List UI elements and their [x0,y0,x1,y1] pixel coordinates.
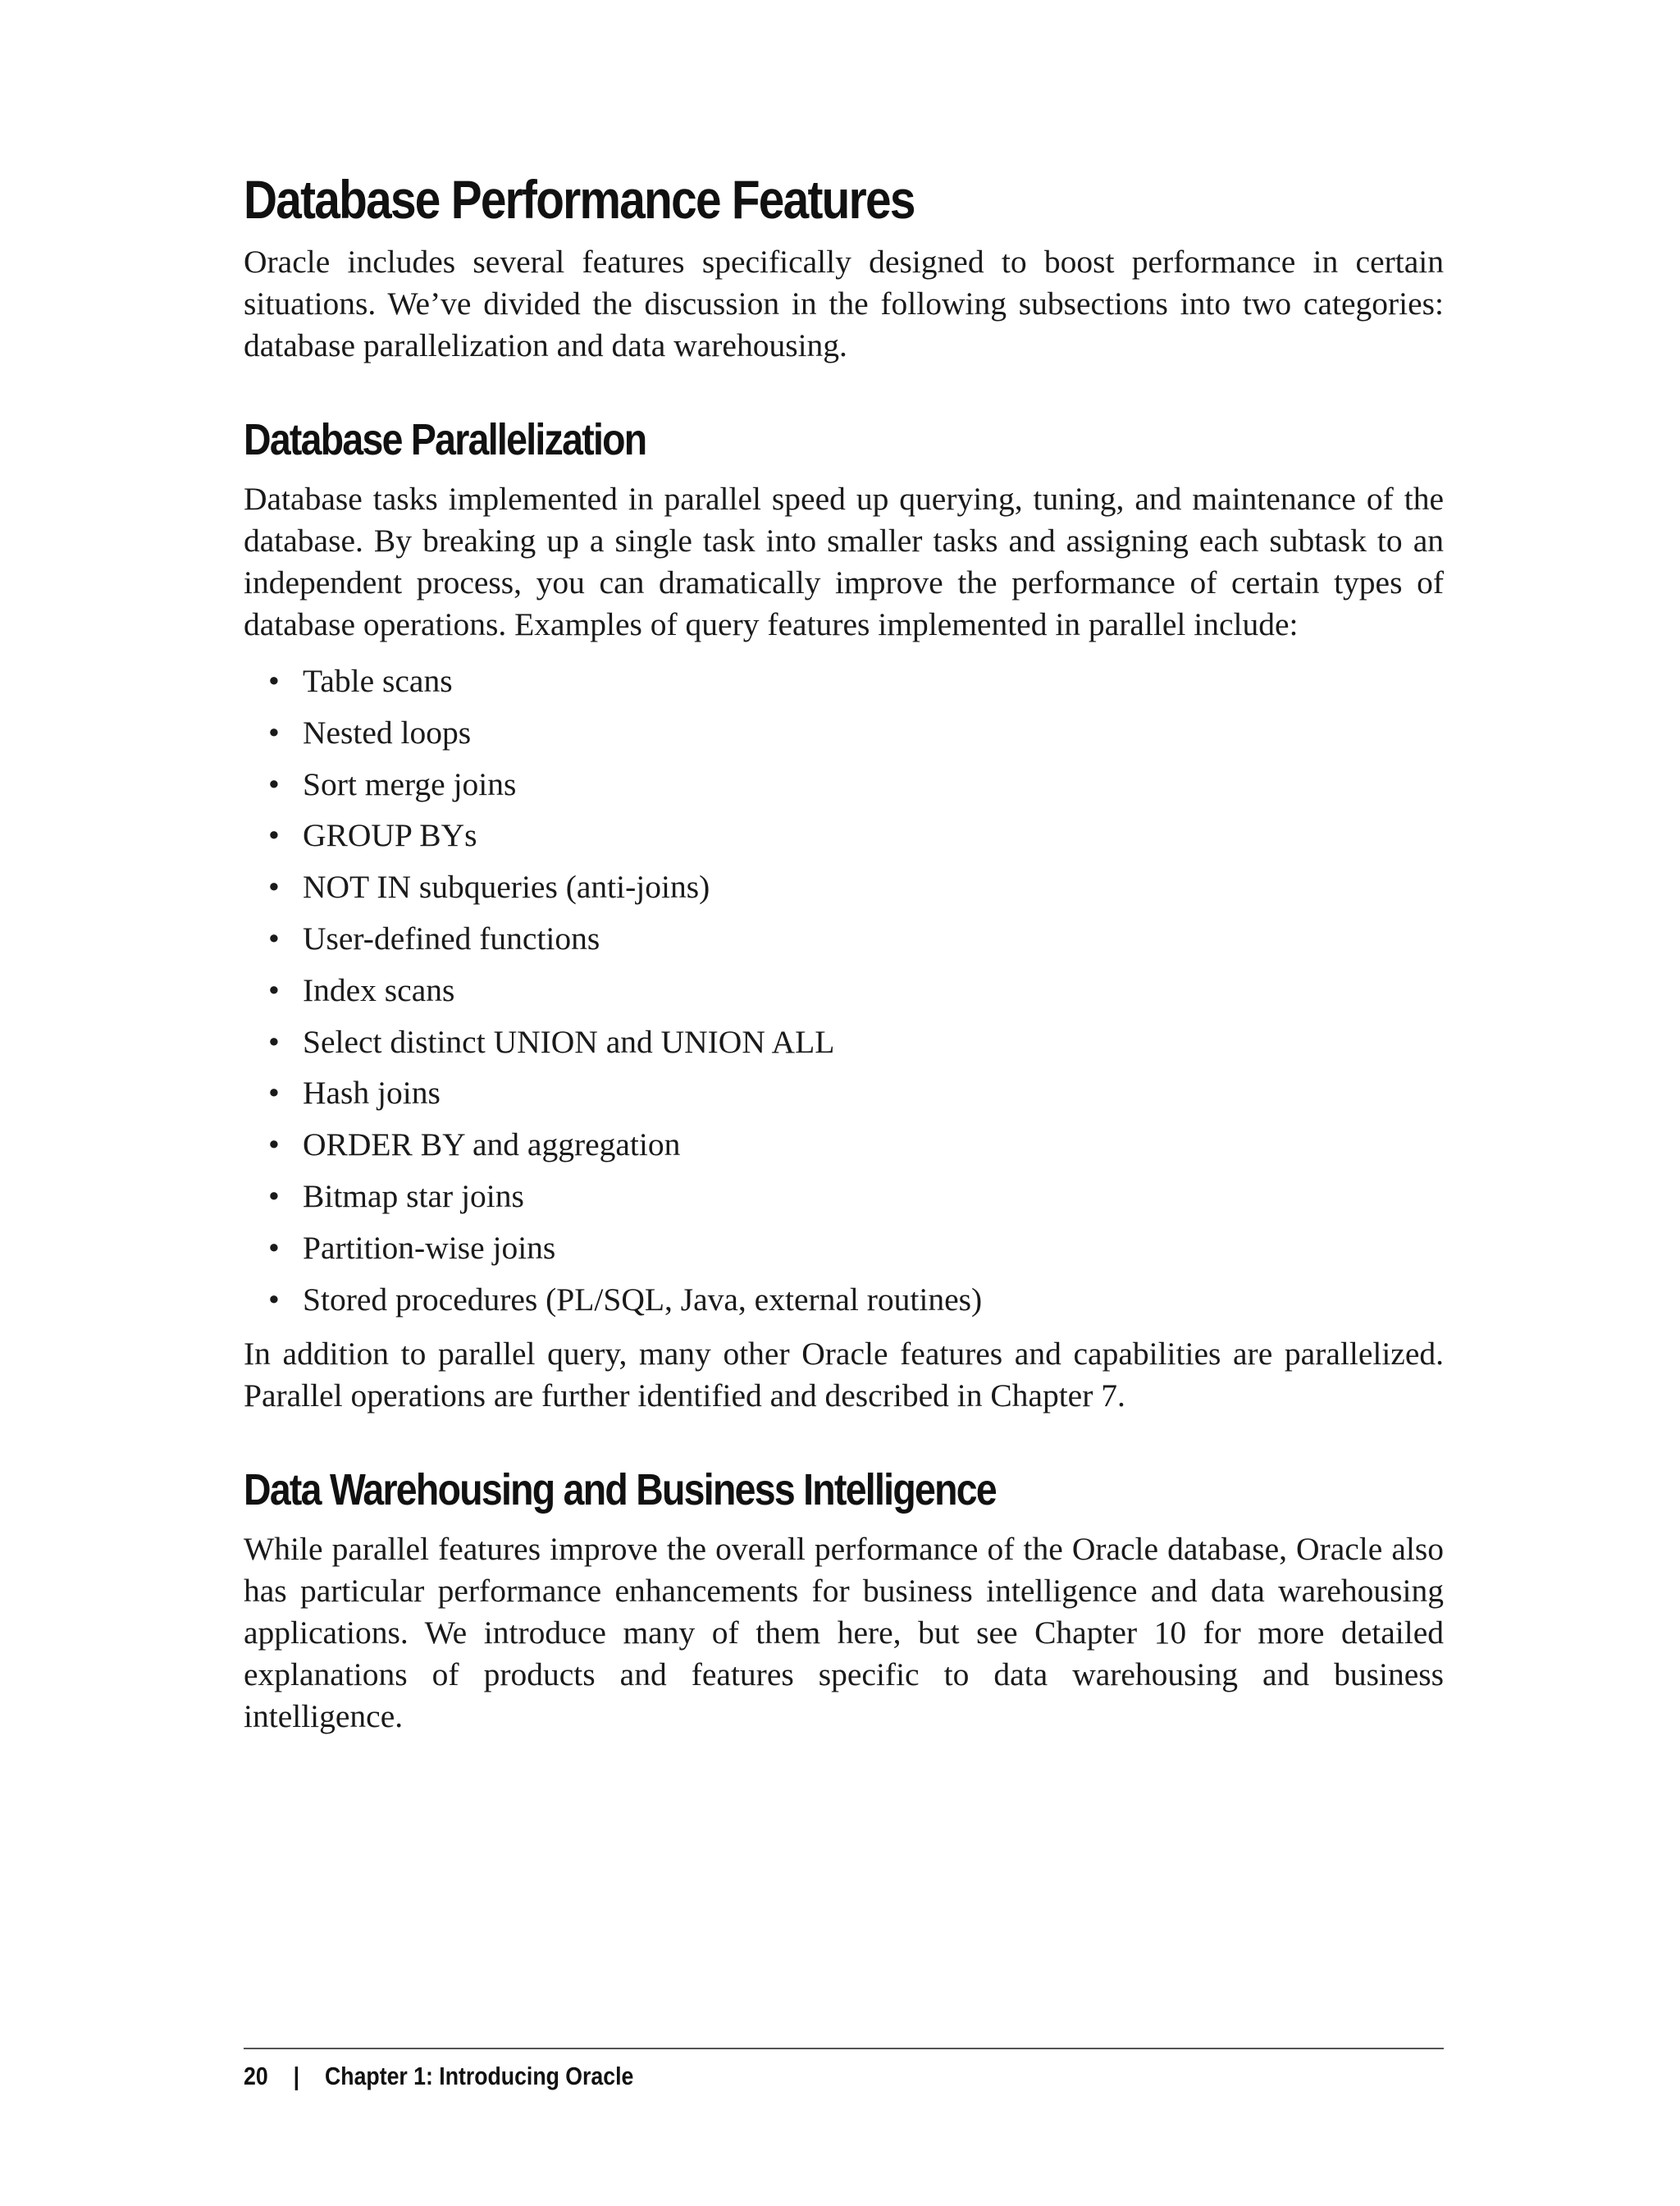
list-item-text: Hash joins [303,1075,441,1112]
list-item [244,810,1444,861]
page-number: 20 [244,2062,268,2090]
list-item-text: Index scans [303,971,455,1008]
bullet-icon: • [268,765,280,802]
bullet-icon: • [268,869,280,906]
footer-separator: | [293,2062,300,2090]
list-item-text: Stored procedures (PL/SQL, Java, external routines) [303,1281,983,1318]
bullet-icon: • [268,1075,280,1112]
bullet-icon: • [268,1281,280,1318]
bullet-icon: • [268,1229,280,1266]
parallelization-outro: In addition to parallel query, many other Oracle features and capabilities are parallelized. Parallel operations are further identified and described in Chapter 7. [244,1336,1444,1414]
list-item-text: Bitmap star joins [303,1177,524,1214]
bullet-icon: • [268,1177,280,1214]
warehousing-heading: Data Warehousing and Business Intelligence [244,1465,996,1515]
list-item-text: Sort merge joins [303,765,517,802]
list-item-text: Select distinct UNION and UNION ALL [303,1023,835,1060]
page-content [244,164,1444,1738]
section-intro: Oracle includes several features specifically designed to boost performance in certain situations. We’ve divided the discussion in the following subsections into two categories: database parallelization and data warehousing. [244,244,1444,363]
list-item [244,1171,1444,1222]
parallelization-body: Database tasks implemented in parallel speed up querying, tuning, and maintenance of the database. By breaking up a single task into smaller tasks and assigning each subtask to an independent process, you can dramatically improve the performance of certain types of database operations. Examples of query features implemented in parallel include: [244,481,1444,642]
list-item [244,655,1444,707]
section-title: Database Performance Features [244,169,915,230]
bullet-icon: • [268,1023,280,1060]
bullet-icon: • [268,714,280,751]
bullet-icon: • [268,1126,280,1163]
list-item [244,965,1444,1016]
list-item [244,913,1444,965]
page-footer [244,2058,633,2095]
list-item [244,1067,1444,1119]
list-item-text: Partition-wise joins [303,1229,556,1266]
running-chapter-title: Chapter 1: Introducing Oracle [325,2062,634,2090]
list-item-text: Nested loops [303,714,472,751]
list-item [244,1222,1444,1274]
list-item [244,861,1444,913]
parallel-features-list [244,655,1444,1325]
parallelization-heading: Database Parallelization [244,415,646,464]
bullet-icon: • [268,817,280,854]
bullet-icon: • [268,920,280,957]
list-item [244,759,1444,811]
list-item [244,1274,1444,1326]
list-item [244,1016,1444,1068]
bullet-icon: • [268,663,280,699]
bullet-icon: • [268,971,280,1008]
footer-divider [244,2048,1444,2049]
list-item-text: GROUP BYs [303,817,477,854]
list-item-text: NOT IN subqueries (anti-joins) [303,869,710,906]
list-item [244,1119,1444,1171]
list-item-text: ORDER BY and aggregation [303,1126,681,1163]
list-item-text: User-defined functions [303,920,600,957]
list-item [244,707,1444,759]
list-item-text: Table scans [303,663,453,699]
warehousing-body: While parallel features improve the overall performance of the Oracle database, Oracle also has particular performance enhancements for business intelligence and data warehousing applications. We introduce many of them here, but see Chapter 10 for more detailed explanations of products and features specific to data warehousing and business intelligence. [244,1531,1444,1735]
